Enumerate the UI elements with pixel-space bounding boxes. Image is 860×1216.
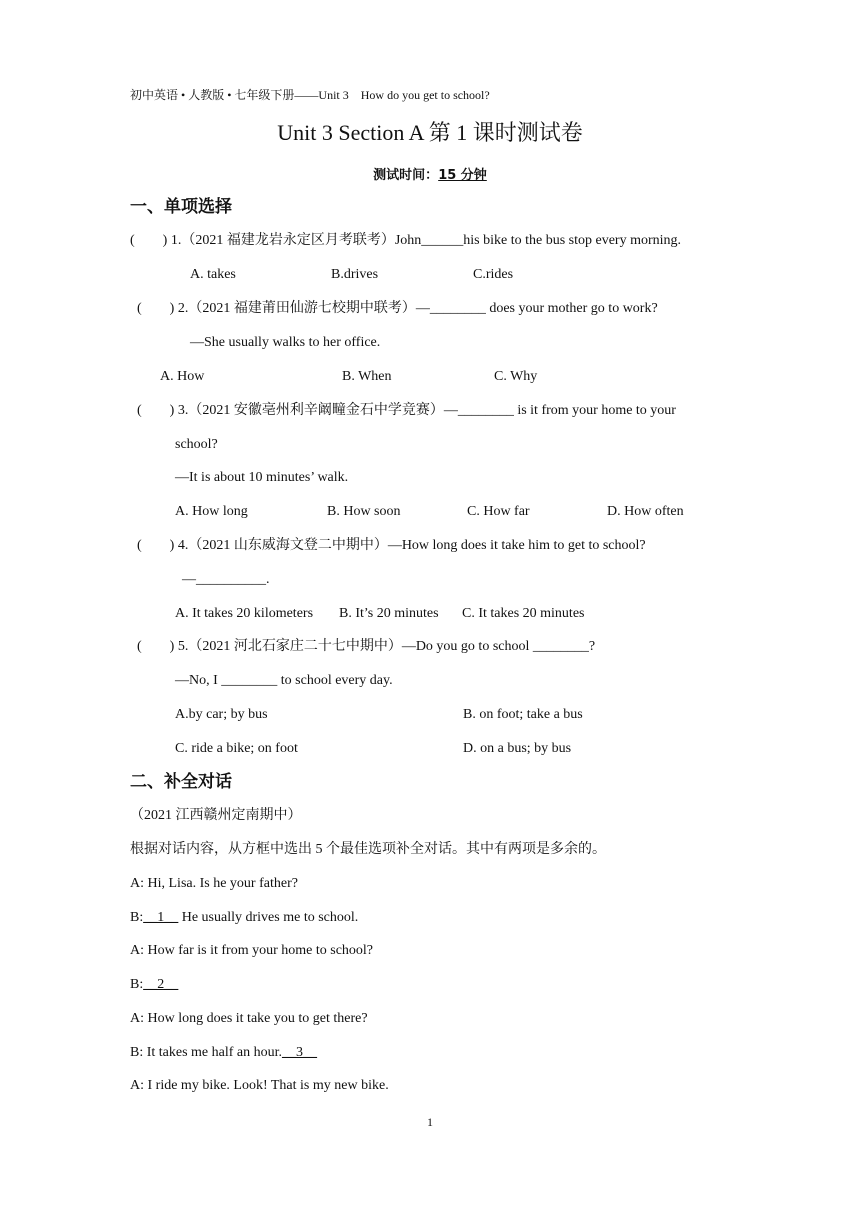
page-title: Unit 3 Section A 第 1 课时测试卷 (277, 120, 583, 145)
dialog-line-2 (130, 909, 358, 927)
test-time (0, 164, 860, 183)
q5-option-d: D. on a bus; by bus (463, 741, 572, 756)
page-number: 1 (427, 1115, 433, 1129)
dialog-speaker: B: (130, 910, 144, 925)
q3-option-a: A. How long (175, 504, 248, 519)
blank-2: __2__ (143, 977, 179, 992)
dialog-line-1: A: Hi, Lisa. Is he your father? (130, 876, 298, 891)
q2-option-a: A. How (160, 369, 205, 384)
question-3-stem-cont: school? (175, 437, 218, 452)
q4-option-a: A. It takes 20 kilometers (175, 606, 314, 621)
dialog-line-7: A: I ride my bike. Look! That is my new bike. (130, 1078, 389, 1093)
running-header: 初中英语 • 人教版 • 七年级下册——Unit 3 How do you get to school? (130, 88, 490, 102)
question-5-reply: —No, I ________ to school every day. (175, 673, 393, 688)
test-time-value: 15 分钟 (438, 168, 487, 183)
test-time-label: 测试时间： (373, 168, 439, 183)
q3-option-c: C. How far (467, 504, 530, 519)
question-1-stem: ( ) 1.（2021 福建龙岩永定区月考联考）John______his bike to the bus stop every morning. (130, 233, 682, 248)
q4-option-c: C. It takes 20 minutes (462, 606, 585, 621)
dialog-text: He usually drives me to school. (178, 910, 359, 925)
dialog-line-3: A: How far is it from your home to school? (130, 943, 374, 958)
q3-option-d: D. How often (607, 504, 684, 519)
section-1-heading: 一、单项选择 (130, 197, 232, 217)
q1-option-b: B.drives (331, 267, 379, 282)
q3-option-b: B. How soon (327, 504, 401, 519)
question-5-stem: ( ) 5.（2021 河北石家庄二十七中期中）—Do you go to school ________? (137, 639, 596, 654)
q1-option-c: C.rides (473, 267, 514, 282)
question-3-stem: ( ) 3.（2021 安徽亳州利辛阚疃金石中学竞赛）—________ is it from your home to your (137, 403, 676, 418)
blank-1: __1__ (143, 910, 179, 925)
q2-option-c: C. Why (494, 369, 538, 384)
q1-option-a: A. takes (190, 267, 236, 282)
question-2-reply: —She usually walks to her office. (190, 335, 381, 350)
question-3-reply: —It is about 10 minutes’ walk. (175, 470, 349, 485)
section-2-instruction: 根据对话内容，从方框中选出 5 个最佳选项补全对话。其中有两项是多余的。 (130, 842, 606, 857)
q4-option-b: B. It’s 20 minutes (339, 606, 439, 621)
q5-option-c: C. ride a bike; on foot (175, 741, 298, 756)
dialog-text: B: It takes me half an hour. (130, 1045, 283, 1060)
q5-option-a: A.by car; by bus (175, 707, 268, 722)
dialog-line-5: A: How long does it take you to get there? (130, 1011, 368, 1026)
blank-3: __3__ (282, 1045, 318, 1060)
question-4-reply: —__________. (182, 572, 270, 587)
section-2-heading: 二、补全对话 (130, 772, 232, 792)
question-2-stem: ( ) 2.（2021 福建莆田仙游七校期中联考）—________ does your mother go to work? (137, 301, 658, 316)
q2-option-b: B. When (342, 369, 392, 384)
dialog-line-4 (130, 976, 178, 994)
dialog-line-6 (130, 1044, 317, 1062)
section-2-source: （2021 江西赣州定南期中） (130, 808, 302, 823)
q5-option-b: B. on foot; take a bus (463, 707, 583, 722)
question-4-stem: ( ) 4.（2021 山东威海文登二中期中）—How long does it take him to get to school? (137, 538, 646, 553)
dialog-speaker: B: (130, 977, 144, 992)
